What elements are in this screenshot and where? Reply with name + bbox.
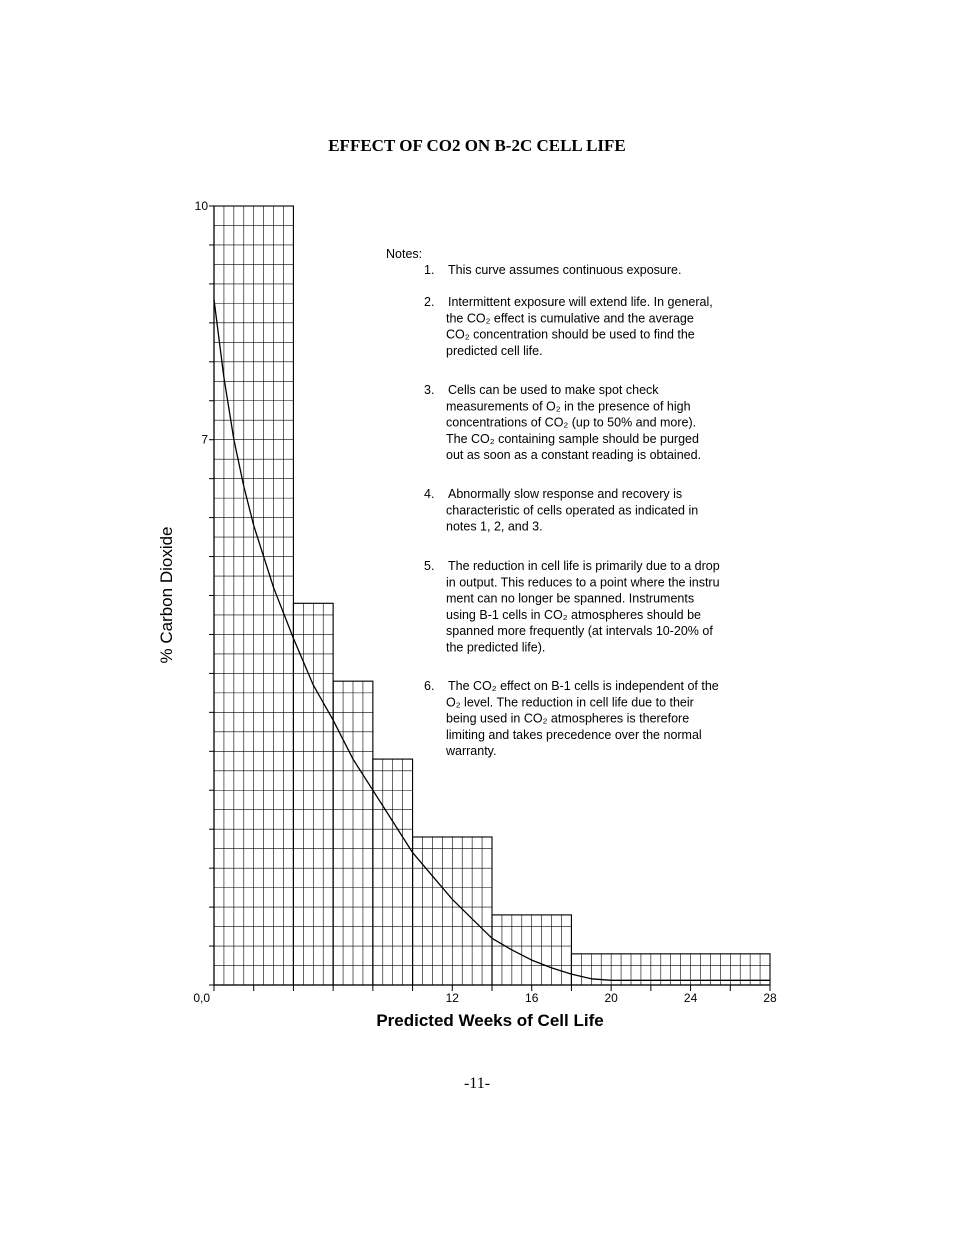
y-tick-label: 7 (201, 432, 208, 447)
y-axis-label: % Carbon Dioxide (157, 526, 176, 664)
note-line: Cells can be used to make spot check (448, 383, 659, 397)
note-line: The CO₂ effect on B-1 cells is independent of the (448, 679, 719, 693)
note-number: 1. (424, 263, 435, 277)
note-number: 2. (424, 295, 435, 309)
grid-step-6 (492, 915, 571, 985)
note-line: spanned more frequently (at intervals 10-20% of (446, 624, 713, 639)
note-line: concentrations of CO₂ (up to 50% and more). (446, 415, 697, 430)
note-item-4 (424, 487, 698, 534)
note-line: notes 1, 2, and 3. (446, 519, 543, 534)
note-number: 5. (424, 559, 435, 573)
y-tick-label: 10 (194, 199, 208, 213)
x-tick-label: 24 (683, 991, 698, 1005)
note-line: warranty. (446, 744, 497, 759)
note-line: measurements of O₂ in the presence of high (446, 399, 691, 414)
note-item-3 (424, 383, 701, 462)
note-line: limiting and takes precedence over the normal (446, 727, 702, 742)
notes-panel (386, 247, 720, 758)
note-number: 3. (424, 383, 435, 397)
grid-step-2 (293, 603, 333, 985)
note-line: O₂ level. The reduction in cell life due to their (446, 695, 694, 710)
grid-step-4 (373, 759, 413, 985)
note-line: Abnormally slow response and recovery is (448, 487, 683, 501)
note-line: characteristic of cells operated as indicated in (446, 503, 699, 518)
notes-heading: Notes: (386, 247, 423, 261)
note-number: 4. (424, 487, 435, 501)
note-item-6 (424, 679, 719, 758)
x-tick-label: 16 (525, 991, 539, 1005)
x-tick-label: 12 (445, 991, 459, 1005)
note-line: out as soon as a constant reading is obtained. (446, 448, 702, 463)
note-line: CO₂ concentration should be used to find the (446, 327, 695, 342)
note-line: The CO₂ containing sample should be purged (446, 431, 699, 446)
note-line: ment can no longer be spanned. Instruments (446, 591, 695, 606)
x-tick-label: 20 (604, 991, 618, 1005)
note-line: in output. This reduces to a point where the instru (446, 575, 720, 590)
note-line: being used in CO₂ atmospheres is therefore (446, 711, 690, 726)
grid-step-5 (413, 837, 492, 985)
note-item-5 (424, 559, 720, 655)
note-line: Intermittent exposure will extend life. In general, (448, 295, 713, 309)
origin-label: 0,0 (193, 991, 210, 1005)
chart-title: EFFECT OF CO2 ON B-2C CELL LIFE (328, 136, 626, 155)
note-number: 6. (424, 679, 435, 693)
x-tick-label: 28 (763, 991, 777, 1005)
note-line: the CO₂ effect is cumulative and the average (446, 311, 694, 326)
grid-step-1 (214, 206, 293, 985)
note-item-1 (424, 263, 681, 277)
x-axis-label: Predicted Weeks of Cell Life (376, 1011, 604, 1030)
note-line: the predicted life). (446, 640, 546, 655)
page-number: -11- (463, 1075, 491, 1092)
note-item-2 (424, 295, 713, 358)
note-line: using B-1 cells in CO₂ atmospheres should be (446, 607, 701, 622)
grid-step-3 (333, 681, 373, 985)
note-line: This curve assumes continuous exposure. (448, 263, 682, 277)
note-line: The reduction in cell life is primarily due to a drop (448, 559, 720, 573)
note-line: predicted cell life. (446, 343, 543, 358)
